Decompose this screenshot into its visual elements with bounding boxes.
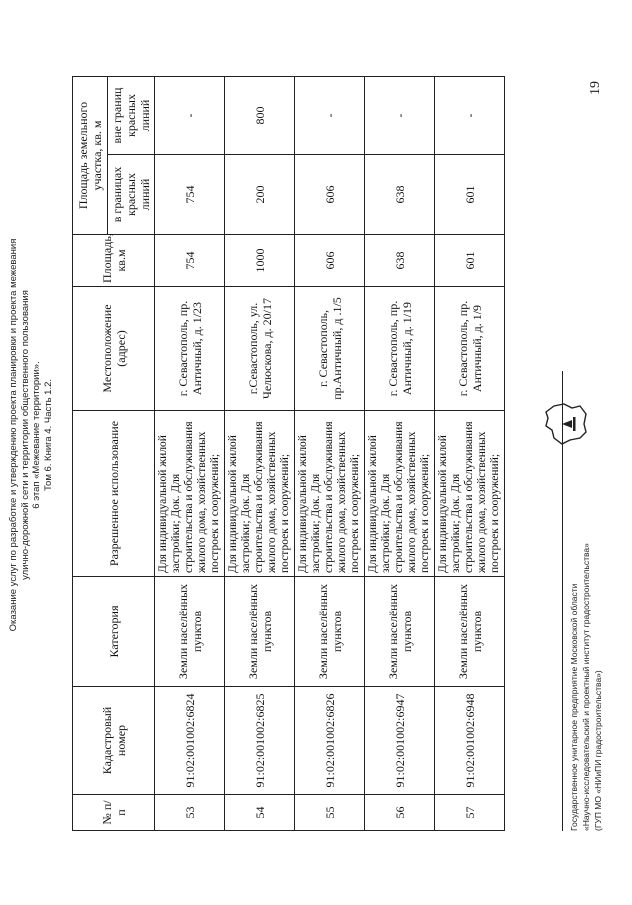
header-category: Категория xyxy=(73,577,155,687)
cell-within: 638 xyxy=(365,155,435,235)
cell-location: г. Севастополь, пр.Античный, д .1/5 xyxy=(295,287,365,411)
footer-line-3: (ГУП МО «НИиПИ градостроительства») xyxy=(593,670,603,831)
header-location: Местоположение (адрес) xyxy=(73,287,155,411)
cell-location: г. Севастополь, пр. Античный, д. 1/23 xyxy=(155,287,225,411)
cell-cadastral: 91:02:001002:6825 xyxy=(225,687,295,795)
cell-location: г. Севастополь, пр. Античный, д. 1/9 xyxy=(435,287,505,411)
header-outside-red-lines: вне границ красных линий xyxy=(108,76,155,154)
cell-num: 57 xyxy=(435,795,505,831)
cell-outside: - xyxy=(365,76,435,154)
table-row xyxy=(435,76,505,830)
header-within-red-lines: в границах красных линий xyxy=(108,155,155,235)
cell-use: Для индивидуальной жилой застройки; Док. Для строительства и обслуживания жилого дома, хозяйственных построек и сооружений; xyxy=(435,411,505,577)
table-row xyxy=(365,76,435,830)
footer-line-2: «Научно-исследовательский и проектный институт градостроительства» xyxy=(581,543,591,831)
cell-location: г. Севастополь, пр. Античный, д. 1/19 xyxy=(365,287,435,411)
cell-category: Земли населённых пунктов xyxy=(225,577,295,687)
cell-cadastral: 91:02:001002:6824 xyxy=(155,687,225,795)
footer-line-1: Государственное унитарное предприятие Московской области xyxy=(569,583,579,831)
cell-num: 54 xyxy=(225,795,295,831)
header-plot-area-group: Площадь земельного участка, кв. м xyxy=(73,76,108,234)
cell-area: 754 xyxy=(155,235,225,287)
cell-within: 606 xyxy=(295,155,365,235)
cell-num: 53 xyxy=(155,795,225,831)
cell-cadastral: 91:02:001002:6947 xyxy=(365,687,435,795)
cell-outside: 800 xyxy=(225,76,295,154)
table-body xyxy=(155,76,505,830)
cell-use: Для индивидуальной жилой застройки; Док. Для строительства и обслуживания жилого дома, хозяйственных построек и сооружений; xyxy=(295,411,365,577)
cell-category: Земли населённых пунктов xyxy=(295,577,365,687)
moscow-region-outline-logo-icon xyxy=(540,398,592,450)
header-line-4: Том 6. Книга 4. Часть 1.2. xyxy=(42,378,54,492)
header-line-1: Оказание услуг по разработке и утверждению проекта планировки и проекта межевания xyxy=(8,238,19,632)
cell-area: 638 xyxy=(365,235,435,287)
table-row xyxy=(155,76,225,830)
cell-cadastral: 91:02:001002:6826 xyxy=(295,687,365,795)
header-area: Площадь, кв.м xyxy=(73,235,155,287)
header-line-2: улично-дорожной сети и территории общественного пользования xyxy=(19,290,31,580)
cell-location: г.Севастополь, ул. Челюскова, д. 20/17 xyxy=(225,287,295,411)
cell-category: Земли населённых пунктов xyxy=(155,577,225,687)
header-permitted-use: Разрешенное использование xyxy=(73,411,155,577)
header-cadastral: Кадастровый номер xyxy=(73,687,155,795)
cell-category: Земли населённых пунктов xyxy=(365,577,435,687)
header-num: № п/п xyxy=(73,795,155,831)
header-line-3: 6 этап «Межевание территории». xyxy=(31,361,42,509)
cell-within: 601 xyxy=(435,155,505,235)
table-row xyxy=(295,76,365,830)
cell-num: 55 xyxy=(295,795,365,831)
cell-area: 601 xyxy=(435,235,505,287)
cell-use: Для индивидуальной жилой застройки; Док. Для строительства и обслуживания жилого дома, хозяйственных построек и сооружений; xyxy=(155,411,225,577)
cell-outside: - xyxy=(155,76,225,154)
table-row xyxy=(225,76,295,830)
cell-outside: - xyxy=(295,76,365,154)
cell-within: 200 xyxy=(225,155,295,235)
cell-within: 754 xyxy=(155,155,225,235)
cell-area: 1000 xyxy=(225,235,295,287)
land-plots-table xyxy=(72,76,505,831)
cell-outside: - xyxy=(435,76,505,154)
cell-area: 606 xyxy=(295,235,365,287)
cell-category: Земли населённых пунктов xyxy=(435,577,505,687)
page-number: 19 xyxy=(588,81,603,95)
cell-cadastral: 91:02:001002:6948 xyxy=(435,687,505,795)
cell-use: Для индивидуальной жилой застройки; Док. Для строительства и обслуживания жилого дома, хозяйственных построек и сооружений; xyxy=(225,411,295,577)
cell-num: 56 xyxy=(365,795,435,831)
cell-use: Для индивидуальной жилой застройки; Док. Для строительства и обслуживания жилого дома, хозяйственных построек и сооружений; xyxy=(365,411,435,577)
document-header xyxy=(8,175,54,695)
